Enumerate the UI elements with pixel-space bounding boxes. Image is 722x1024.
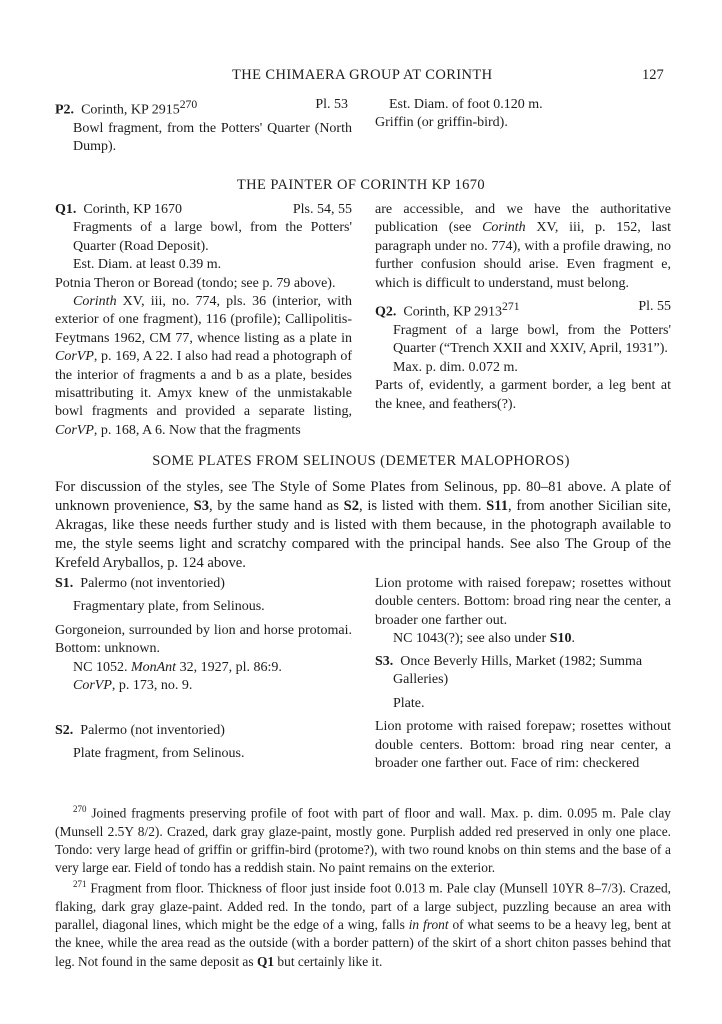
entry-ref-nc: NC 1043(?); see also under S10. — [393, 631, 575, 647]
footnote-ref: 270 — [179, 98, 198, 111]
entry-subject: Parts of, evidently, a garment border, a leg bent at the knee, and feathers(?). — [375, 378, 671, 412]
entry-dimension: Max. p. dim. 0.072 m. — [393, 359, 518, 375]
entry-subject: Gorgoneion, surrounded by lion and horse protomai. Bottom: unknown. — [55, 622, 352, 657]
entry-id: S2. — [55, 723, 74, 738]
catalog-entry-q2 — [375, 298, 671, 414]
entry-diameter: Est. Diam. at least 0.39 m. — [73, 257, 222, 273]
entry-ref-nc: NC 1052. MonAnt 32, 1927, pl. 86:9. — [73, 659, 282, 675]
entry-description: Bowl fragment, from the Potters' Quarter (North Dump). — [73, 121, 352, 155]
entry-description: Fragmentary plate, from Selinous. — [73, 599, 265, 615]
entry-description: Plate. — [393, 695, 425, 711]
running-head: THE CHIMAERA GROUP AT CORINTH — [232, 67, 493, 83]
entry-id: Q1. — [55, 202, 77, 217]
plate-ref: Pl. 53 — [315, 97, 348, 112]
catalog-entry-p2 — [55, 96, 352, 157]
entry-diameter: Est. Diam. of foot 0.120 m. — [389, 97, 543, 112]
catalog-entry-s2-cont — [375, 575, 671, 649]
catalog-entry-s2 — [55, 722, 352, 764]
catalog-entry-q1-cont — [375, 201, 671, 293]
entry-heading — [375, 653, 671, 690]
entry-description: Fragment of a large bowl, from the Potters' Quarter (“Trench XXII and XXIV, April, 1931”). — [393, 323, 671, 357]
entry-description: Fragments of a large bowl, from the Potters' Quarter (Road Deposit). — [73, 220, 352, 254]
footnote-ref: 271 — [502, 300, 520, 313]
entry-heading — [55, 575, 352, 593]
section-intro: For discussion of the styles, see The Style of Some Plates from Selinous, pp. 80–81 above. A plate of unknown provenience, S3, by the same hand as S2, is listed with them. S11, from another Sicilian site, Akragas, like these needs further study and is listed with them because, in the photograph available to me, the style seems light and scratchy compared with the principal hands. See also The Group of the Krefeld Aryballos, p. 124 above. — [55, 479, 671, 571]
entry-bibliography: Corinth XV, iii, no. 774, pls. 36 (interior, with exterior of one fragment), 116 (profile); Callipolitis-Feytmans 1962, CM 77, whence listing as a plate in CorVP, p. 169, A 22. I also had read a photograph of the interior of fragments a and b as a plate, besides misattributing it. Amyx knew of the unmistakable bowl fragments and provided a separate listing, CorVP, p. 168, A 6. Now that the fragments — [55, 294, 352, 438]
entry-description: Plate fragment, from Selinous. — [73, 746, 245, 762]
entry-id: P2. — [55, 102, 75, 118]
entry-bibliography-cont: are accessible, and we have the authoritative publication (see Corinth XV, iii, p. 152, last paragraph under no. 774), with a profile drawing, no further confusion should arise. Even fragment e, which is difficult to understand, must belong. — [375, 202, 671, 291]
entry-subject: Potnia Theron or Boread (tondo; see p. 79 above). — [55, 275, 336, 291]
entry-ref-corvp: CorVP, p. 173, no. 9. — [73, 678, 193, 694]
entry-heading — [375, 298, 671, 322]
page-number: 127 — [642, 67, 664, 83]
plate-ref: Pl. 55 — [638, 299, 671, 314]
entry-heading — [55, 722, 352, 740]
entry-subject: Lion protome with raised forepaw; rosettes without double centers. Bottom: broad ring near center, a broader one farther out. Face of rim: checkered — [375, 719, 671, 772]
footnote-270: $^{270}$ Joined fragments preserving profile of foot with part of floor and wall. Max. p. dim. 0.095 m. Pale clay (Munsell 2.5Y 8/2). Crazed, dark gray glaze-paint, mostly gone. Purplish added red preserved in only one place. Tondo: very large head of griffin or griffin-bird (protome?), with two round knobs on thin stems and the base of a very large ear. Field of tondo has a reddish stain. No paint remains on the exterior. — [55, 804, 671, 876]
plate-ref: Pls. 54, 55 — [292, 202, 352, 217]
catalog-entry-s3 — [375, 653, 671, 773]
entry-location: Palermo (not inventoried) — [80, 576, 225, 591]
entry-location: Once Beverly Hills, Market (1982; Summa Galleries) — [393, 654, 643, 688]
section-title: SOME PLATES FROM SELINOUS (DEMETER MALOPHOROS) — [152, 453, 570, 469]
entry-id: S1. — [55, 576, 74, 591]
catalog-entry-q1 — [55, 201, 352, 440]
entry-location: Corinth, KP 1670 — [83, 202, 183, 217]
entry-id: S3. — [375, 654, 394, 669]
entry-heading — [55, 201, 352, 219]
entry-location: Palermo (not inventoried) — [80, 723, 225, 738]
catalog-entry-p2-cont — [375, 96, 671, 133]
entry-location: Corinth, KP 2915 — [81, 102, 180, 118]
entry-heading — [55, 96, 352, 120]
catalog-entry-s1 — [55, 575, 352, 695]
entry-subject: Griffin (or griffin-bird). — [375, 115, 508, 131]
footnote-271: $^{271}$ Fragment from floor. Thickness of floor just inside foot 0.013 m. Pale clay (Munsell 10YR 8–7/3). Crazed, flaking, dark gray glaze-paint. Added red. In the tondo, part of a large subject, puzzling because an area with parallel, diagonal lines, which might be the edge of a wing, falls in front of what seems to be a heavy leg, bent at the knee, while the area read as the outside (with a border pattern) of the skirt of a short chiton passes behind that leg. Not found in the same deposit as Q1 but certainly like it. — [55, 879, 671, 969]
section-title: THE PAINTER OF CORINTH KP 1670 — [236, 177, 486, 193]
entry-location: Corinth, KP 2913 — [403, 304, 503, 320]
entry-subject: Lion protome with raised forepaw; rosettes without double centers. Bottom: broad ring near the center, a broader one farther out. — [375, 576, 671, 628]
entry-id: Q2. — [375, 304, 397, 320]
